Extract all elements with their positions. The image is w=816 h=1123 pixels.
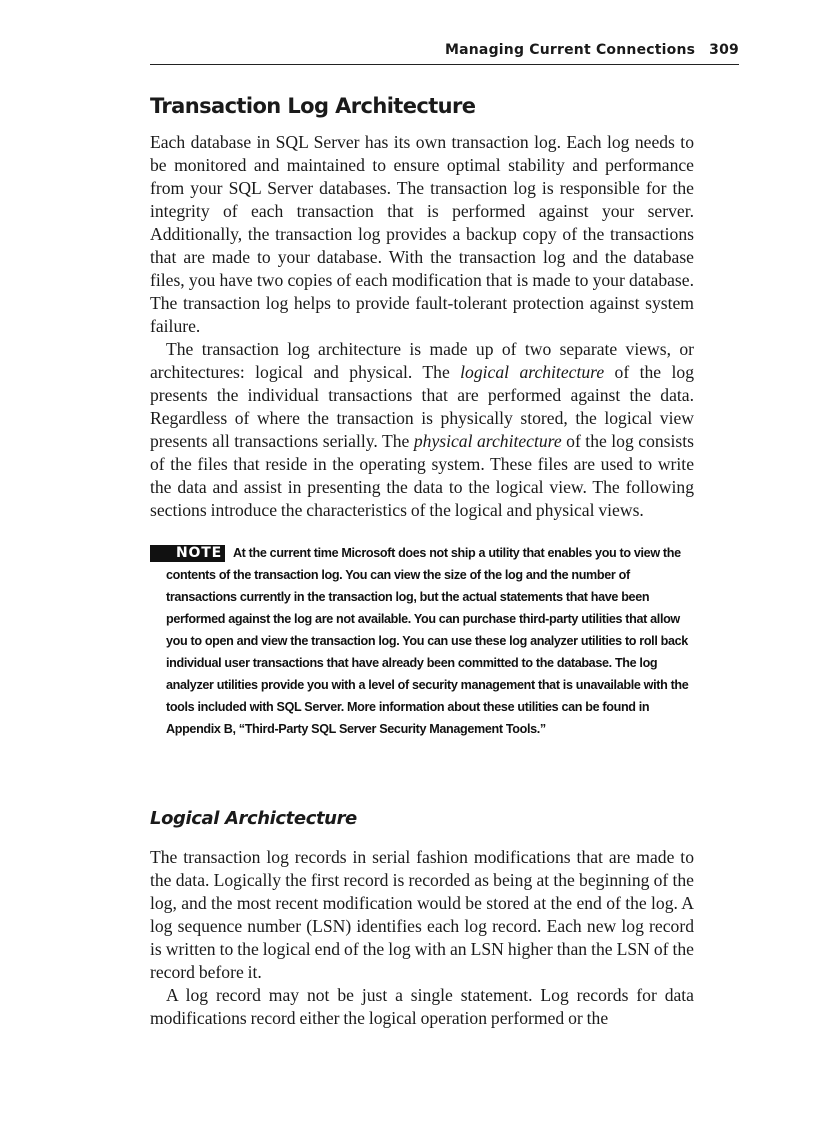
header-rule [150,64,739,65]
term-physical-architecture: physical architecture [413,431,562,451]
running-title: Managing Current Connections [444,42,696,58]
page-number: 309 [709,42,739,58]
note-badge: NOTE [150,545,225,562]
paragraph-logical: The transaction log records in serial fashion modifications that are made to the data. Logically the first record is recorded as being at the beginning of the log, and the most recent modification would be stored at the end of the log. A log sequence number (LSN) identifies each log record. Each new log record is written to the logical end of the log with an LSN higher than the LSN of the record before it. [150,847,694,982]
section-body [150,131,694,522]
note-text: At the current time Microsoft does not ship a utility that enables you to view the contents of the transaction log. You can view the size of the log and the number of transactions currently in the transaction log, but the actual statements that have been performed against the log are not available. You can purchase third-party utilities that allow you to open and view the transaction log. You can use these log analyzer utilities to roll back individual user transactions that have already been committed to the database. The log analyzer utilities provide you with a level of security management that is unavailable with the tools included with SQL Server. More information about these utilities can be found in Appendix B, “Third-Party SQL Server Security Management Tools.” [166,546,689,736]
running-head [150,42,739,58]
para-text: of the log presents the individual transactions that are performed against the data. Regardless of where the transaction is physically stored, the logical view presents all transactions serially. The [150,362,695,451]
term-logical-architecture: logical architecture [460,362,605,382]
note-box [150,542,690,740]
paragraph-log-record: A log record may not be just a single statement. Log records for data modifications record either the logical operation performed or the [150,985,694,1028]
paragraph-architecture [150,338,694,522]
para-text: The transaction log architecture is made up of two separate views, or architectures: logical and physical. The [150,339,694,382]
subsection-body [150,846,694,1030]
para-text: of the log consists of the files that reside in the operating system. These files are used to write the data and assist in presenting the data to the logical view. The following sections introduce the characteristics of the logical and physical views. [150,431,694,520]
note-paragraph [150,542,690,740]
section-heading: Transaction Log Architecture [150,94,476,118]
paragraph-intro: Each database in SQL Server has its own transaction log. Each log needs to be monitored and maintained to ensure optimal stability and performance from your SQL Server databases. The transaction log is responsible for the integrity of each transaction that is performed against your server. Additionally, the transaction log provides a backup copy of the transactions that are made to your database. With the transaction log and the database files, you have two copies of each modification that is made to your database. The transaction log helps to provide fault-tolerant protection against system failure. [150,132,694,336]
subsection-heading: Logical Archictecture [150,808,357,829]
